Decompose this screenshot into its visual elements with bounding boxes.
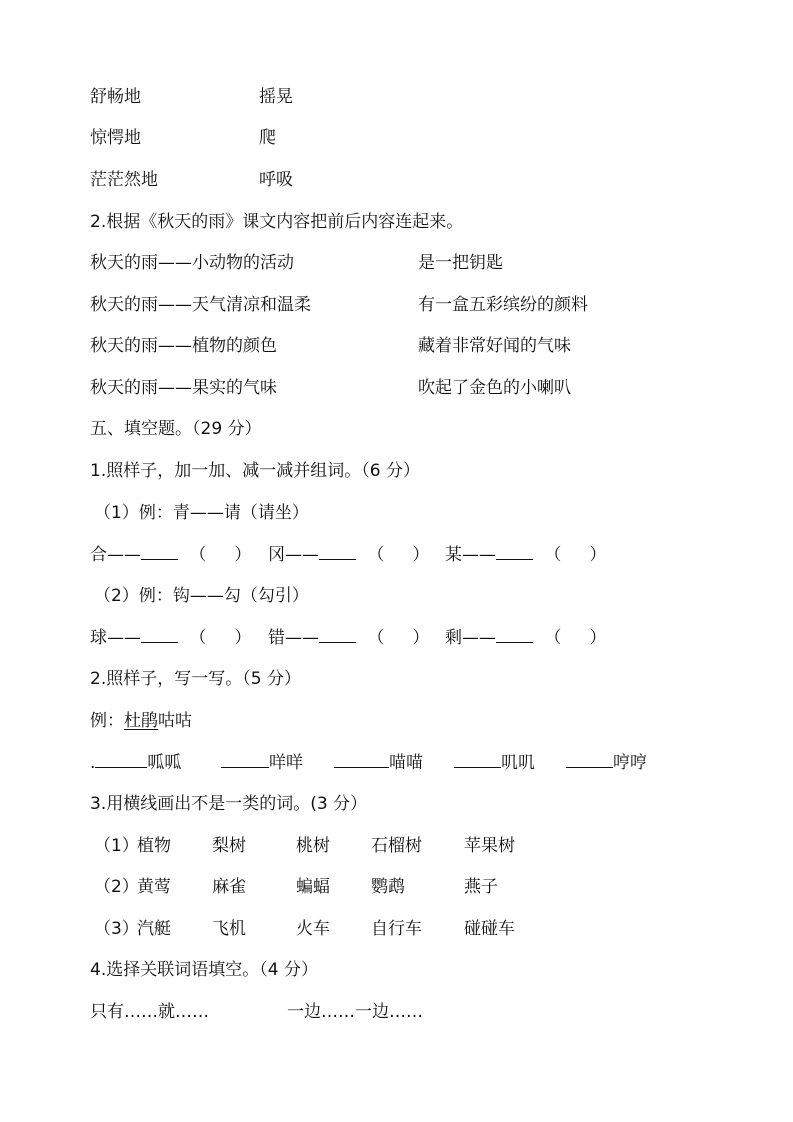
answer-blank[interactable] <box>566 751 613 768</box>
paren-open: （ <box>544 545 562 565</box>
s5-q2-example <box>90 710 192 732</box>
match1-right-3: 呼吸 <box>259 170 293 190</box>
answer-blank[interactable] <box>454 751 501 768</box>
match1-left-3: 茫茫然地 <box>90 170 158 190</box>
answer-blank[interactable] <box>319 543 356 560</box>
match1-right-2: 爬 <box>259 128 276 148</box>
prompt-char: 剩—— <box>445 628 496 648</box>
s5-q4-option-2: 一边……一边…… <box>287 1002 423 1022</box>
paren-open: （ <box>544 628 562 648</box>
s5-q4-title: 4.选择关联词语填空。（4 分） <box>90 960 318 980</box>
s5-q1-row2-item-1 <box>90 626 251 649</box>
s5-q2-item-2 <box>221 751 303 774</box>
s5-q3-row-3-label: （3） <box>94 919 139 939</box>
answer-blank[interactable] <box>141 543 178 560</box>
answer-blank[interactable] <box>95 751 147 768</box>
s5-q2-item-1 <box>90 751 181 774</box>
prompt-char: 合—— <box>90 545 141 565</box>
s5-q3-row-3-word[interactable]: 飞机 <box>212 919 246 939</box>
s5-q1-title: 1.照样子，加一加、减一减并组词。（6 分） <box>90 461 420 481</box>
s5-q3-title: 3.用横线画出不是一类的词。(3 分） <box>90 794 368 814</box>
paren-open: （ <box>189 545 207 565</box>
answer-blank[interactable] <box>334 751 389 768</box>
example-suffix: 咕咕 <box>158 711 192 731</box>
paren-open: （ <box>367 628 385 648</box>
s5-q3-row-1-label: （1） <box>94 836 139 856</box>
sound-word: 叽叽 <box>501 753 535 773</box>
sound-word: 喵喵 <box>389 753 423 773</box>
s5-q3-row-2-word[interactable]: 麻雀 <box>212 877 246 897</box>
paren-close: ） <box>589 545 607 565</box>
s5-q1-row1-item-1 <box>90 543 251 566</box>
answer-blank[interactable] <box>496 626 533 643</box>
match1-left-2: 惊愕地 <box>90 128 141 148</box>
paren-close: ） <box>234 628 252 648</box>
prompt-char: 冈—— <box>268 545 319 565</box>
q2-right-2: 有一盒五彩缤纷的颜料 <box>418 295 588 315</box>
s5-q1-example-2: （2）例：钩——勾（勾引） <box>94 586 309 606</box>
sound-word: 呱呱 <box>147 753 182 773</box>
q2-left-2: 秋天的雨——天气清凉和温柔 <box>90 295 311 315</box>
s5-q3-row-3-word[interactable]: 火车 <box>296 919 330 939</box>
q2-right-3: 藏着非常好闻的气味 <box>418 336 571 356</box>
paren-close: ） <box>412 628 430 648</box>
example-underlined-word: 杜鹃 <box>124 711 158 731</box>
s5-q1-row2-item-3 <box>445 626 606 649</box>
s5-q2-title: 2.照样子，写一写。（5 分） <box>90 669 301 689</box>
s5-q2-item-5 <box>566 751 647 774</box>
q2-left-1: 秋天的雨——小动物的活动 <box>90 253 294 273</box>
sound-word: 哼哼 <box>613 753 647 773</box>
s5-q1-row1-item-2 <box>268 543 429 566</box>
s5-q3-row-1-word[interactable]: 苹果树 <box>464 836 515 856</box>
prompt-char: 球—— <box>90 628 141 648</box>
s5-q3-row-2-label: （2） <box>94 877 139 897</box>
prompt-char: 某—— <box>445 545 496 565</box>
q2-right-1: 是一把钥匙 <box>418 253 503 273</box>
section5-title: 五、填空题。（29 分） <box>90 419 262 439</box>
s5-q3-row-2-word[interactable]: 鹦鹉 <box>371 877 405 897</box>
s5-q3-row-2-word[interactable]: 黄莺 <box>137 877 171 897</box>
sound-word: 咩咩 <box>269 753 303 773</box>
answer-blank[interactable] <box>221 751 269 768</box>
s5-q3-row-2-word[interactable]: 蝙蝠 <box>296 877 330 897</box>
q2-left-4: 秋天的雨——果实的气味 <box>90 378 277 398</box>
s5-q3-row-3-word[interactable]: 碰碰车 <box>464 919 515 939</box>
answer-blank[interactable] <box>141 626 178 643</box>
match1-left-1: 舒畅地 <box>90 87 141 107</box>
q2-right-4: 吹起了金色的小喇叭 <box>418 378 571 398</box>
s5-q2-item-3 <box>334 751 423 774</box>
match1-right-1: 摇晃 <box>259 87 293 107</box>
s5-q3-row-3-word[interactable]: 自行车 <box>371 919 422 939</box>
q2-left-3: 秋天的雨——植物的颜色 <box>90 336 277 356</box>
dot-mark: . <box>90 753 96 773</box>
s5-q3-row-2-word[interactable]: 燕子 <box>464 877 498 897</box>
s5-q2-item-4 <box>454 751 535 774</box>
answer-blank[interactable] <box>319 626 356 643</box>
s5-q4-option-1: 只有……就…… <box>90 1002 209 1022</box>
paren-open: （ <box>367 545 385 565</box>
answer-blank[interactable] <box>496 543 533 560</box>
prompt-char: 错—— <box>268 628 319 648</box>
s5-q1-row2-item-2 <box>268 626 429 649</box>
paren-close: ） <box>234 545 252 565</box>
s5-q3-row-1-word[interactable]: 桃树 <box>296 836 330 856</box>
s5-q3-row-1-word[interactable]: 石榴树 <box>371 836 422 856</box>
s5-q3-row-1-word[interactable]: 梨树 <box>212 836 246 856</box>
paren-open: （ <box>189 628 207 648</box>
example-prefix: 例： <box>90 711 124 731</box>
s5-q3-row-3-word[interactable]: 汽艇 <box>137 919 171 939</box>
s5-q1-example-1: （1）例：青——请（请坐） <box>94 503 309 523</box>
s5-q1-row1-item-3 <box>445 543 606 566</box>
paren-close: ） <box>412 545 430 565</box>
q2-title: 2.根据《秋天的雨》课文内容把前后内容连起来。 <box>90 212 464 232</box>
s5-q3-row-1-word[interactable]: 植物 <box>137 836 171 856</box>
paren-close: ） <box>589 628 607 648</box>
